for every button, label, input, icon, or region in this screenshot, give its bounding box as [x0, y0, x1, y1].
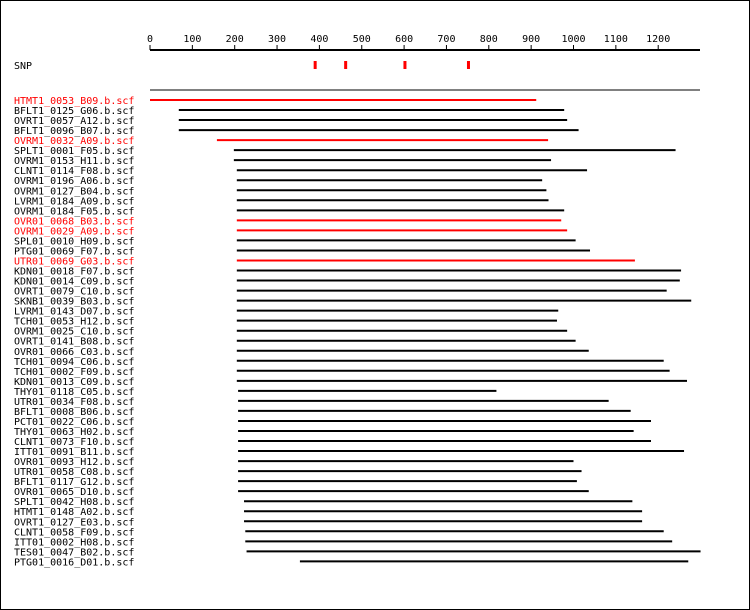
read-name: UTR01_0034_F08.b.scf — [14, 396, 135, 408]
axis-tick-label: 900 — [522, 34, 541, 45]
read-name: OVRM1_0184_F05.b.scf — [14, 206, 135, 218]
snp-marker — [314, 61, 317, 69]
read-name: OVRM1_0032_A09.b.scf — [14, 136, 135, 148]
read-name: OVRT1_0127_E03.b.scf — [14, 517, 135, 529]
read-name: BFLT1_0096_B07.b.scf — [14, 126, 135, 138]
read-name: SPLT1_0042_H08.b.scf — [14, 497, 135, 509]
snp-marker — [467, 61, 470, 69]
axis-tick-label: 600 — [395, 34, 414, 45]
axis-tick-label: 1000 — [561, 34, 586, 45]
read-name: HTMT1_0053_B09.b.scf — [14, 96, 135, 107]
read-name: TCH01_0002_F09.b.scf — [14, 366, 135, 378]
axis-tick-label: 100 — [183, 34, 202, 45]
read-name: OVRT1_0141_B08.b.scf — [14, 336, 135, 348]
read-name: SPLT1_0001_F05.b.scf — [14, 146, 135, 158]
read-name: OVRM1_0025_C10.b.scf — [14, 326, 135, 338]
axis-tick-label: 200 — [225, 34, 244, 45]
snp-marker — [344, 61, 347, 69]
axis-tick-label: 1100 — [603, 34, 628, 45]
read-name: THY01_0063_H02.b.scf — [14, 426, 135, 438]
read-name: OVRM1_0029_A09.b.scf — [14, 226, 135, 238]
read-name: PTG01_0069_F07.b.scf — [14, 246, 135, 258]
read-name: ITT01_0002_H08.b.scf — [14, 537, 135, 549]
read-name: KDN01_0014_C09.b.scf — [14, 276, 135, 288]
read-name: CLNT1_0073_F10.b.scf — [14, 437, 135, 449]
read-name: OVR01_0093_H12.b.scf — [14, 457, 135, 469]
read-name: OVR01_0065_D10.b.scf — [14, 487, 135, 499]
read-name: ITT01_0091_B11.b.scf — [14, 447, 135, 459]
axis-tick-label: 300 — [268, 34, 287, 45]
axis-tick-label: 500 — [352, 34, 371, 45]
read-name: TES01_0047_B02.b.scf — [14, 547, 135, 559]
read-name: CLNT1_0058_F09.b.scf — [14, 527, 135, 539]
read-name: OVR01_0068_B03.b.scf — [14, 216, 135, 228]
read-name: CLNT1_0114_F08.b.scf — [14, 166, 135, 178]
read-name: SKNB1_0039_B03.b.scf — [14, 296, 135, 308]
read-name: KDN01_0013_C09.b.scf — [14, 376, 135, 388]
read-name: OVRM1_0153_H11.b.scf — [14, 156, 135, 168]
axis-tick-label: 700 — [437, 34, 456, 45]
axis-tick-label: 1200 — [646, 34, 671, 45]
read-name: LVRM1_0143_D07.b.scf — [14, 306, 135, 318]
read-name: PTG01_0016_D01.b.scf — [14, 557, 135, 569]
read-name: OVRM1_0196_A06.b.scf — [14, 176, 135, 188]
read-name: UTR01_0058_C08.b.scf — [14, 467, 135, 479]
axis-tick-label: 0 — [146, 34, 154, 45]
read-name: OVRT1_0079_C10.b.scf — [14, 286, 135, 298]
read-name: TCH01_0094_C06.b.scf — [14, 356, 135, 368]
read-name: UTR01_0069_G03.b.scf — [14, 256, 135, 268]
read-row — [14, 557, 688, 568]
snp-track — [314, 61, 470, 69]
read-name: SPL01_0010_H09.b.scf — [14, 236, 135, 248]
read-name: THY01_0118_C05.b.scf — [14, 386, 135, 398]
read-name: BFLT1_0125_G06.b.scf — [14, 106, 135, 118]
read-name: BFLT1_0008_B06.b.scf — [14, 406, 135, 418]
read-name: OVRM1_0127_B04.b.scf — [14, 186, 135, 198]
read-name: OVRT1_0057_A12.b.scf — [14, 116, 135, 128]
snp-label: SNP — [14, 61, 33, 72]
read-name: KDN01_0018_F07.b.scf — [14, 266, 135, 278]
snp-marker — [403, 61, 406, 69]
read-name: OVR01_0066_C03.b.scf — [14, 346, 135, 358]
position-axis — [147, 34, 700, 50]
read-name: LVRM1_0184_A09.b.scf — [14, 196, 135, 208]
read-name: TCH01_0053_H12.b.scf — [14, 316, 135, 328]
read-name: HTMT1_0148_A02.b.scf — [14, 507, 135, 519]
read-name: BFLT1_0117_G12.b.scf — [14, 477, 135, 489]
read-name: PCT01_0022_C06.b.scf — [14, 416, 135, 428]
axis-tick-label: 800 — [479, 34, 498, 45]
axis-tick-label: 400 — [310, 34, 329, 45]
read-list — [14, 96, 701, 568]
